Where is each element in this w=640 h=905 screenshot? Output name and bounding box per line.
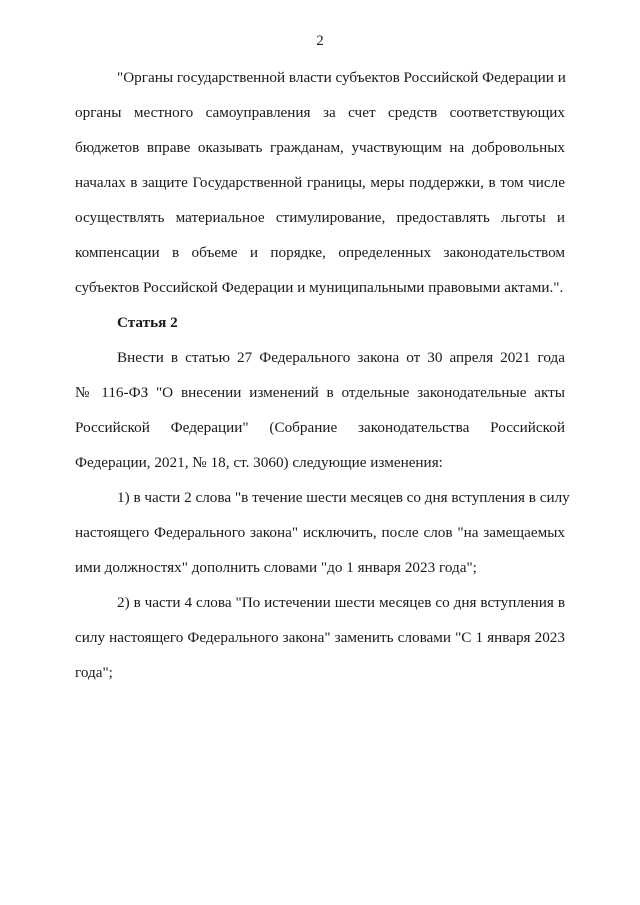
paragraph-item-1: [75, 487, 570, 592]
text-line: ими должностях" дополнить словами "до 1 января 2023 года";: [75, 559, 477, 576]
text-line: 1) в части 2 слова "в течение шести месяцев со дня вступления в силу: [117, 489, 570, 506]
document-body: [75, 67, 570, 697]
text-line: Российской Федерации" (Собрание законодательства Российской: [75, 419, 565, 436]
text-line: компенсации в объеме и порядке, определенных законодательством: [75, 244, 565, 261]
paragraph-article-2-intro: [75, 347, 565, 487]
text-line: субъектов Российской Федерации и муниципальными правовыми актами.".: [75, 279, 564, 296]
text-line: Федерации, 2021, № 18, ст. 3060) следующие изменения:: [75, 454, 443, 471]
text-line: "Органы государственной власти субъектов Российской Федерации и: [117, 69, 566, 86]
text-line: № 116-ФЗ "О внесении изменений в отдельные законодательные акты: [75, 384, 565, 401]
article-heading: Статья 2: [117, 314, 178, 331]
paragraph-item-2: [75, 592, 565, 697]
text-line: бюджетов вправе оказывать гражданам, участвующим на добровольных: [75, 139, 565, 156]
text-line: началах в защите Государственной границы, меры поддержки, в том числе: [75, 174, 565, 191]
text-line: силу настоящего Федерального закона" заменить словами "С 1 января 2023: [75, 629, 565, 646]
text-line: органы местного самоуправления за счет средств соответствующих: [75, 104, 565, 121]
text-line: осуществлять материальное стимулирование, предоставлять льготы и: [75, 209, 565, 226]
text-line: года";: [75, 664, 113, 681]
text-line: настоящего Федерального закона" исключить, после слов "на замещаемых: [75, 524, 565, 541]
text-line: Внести в статью 27 Федерального закона от 30 апреля 2021 года: [117, 349, 565, 366]
page-number: 2: [316, 33, 324, 49]
paragraph-amendment-quote: [75, 67, 565, 312]
text-line: 2) в части 4 слова "По истечении шести месяцев со дня вступления в: [117, 594, 565, 611]
